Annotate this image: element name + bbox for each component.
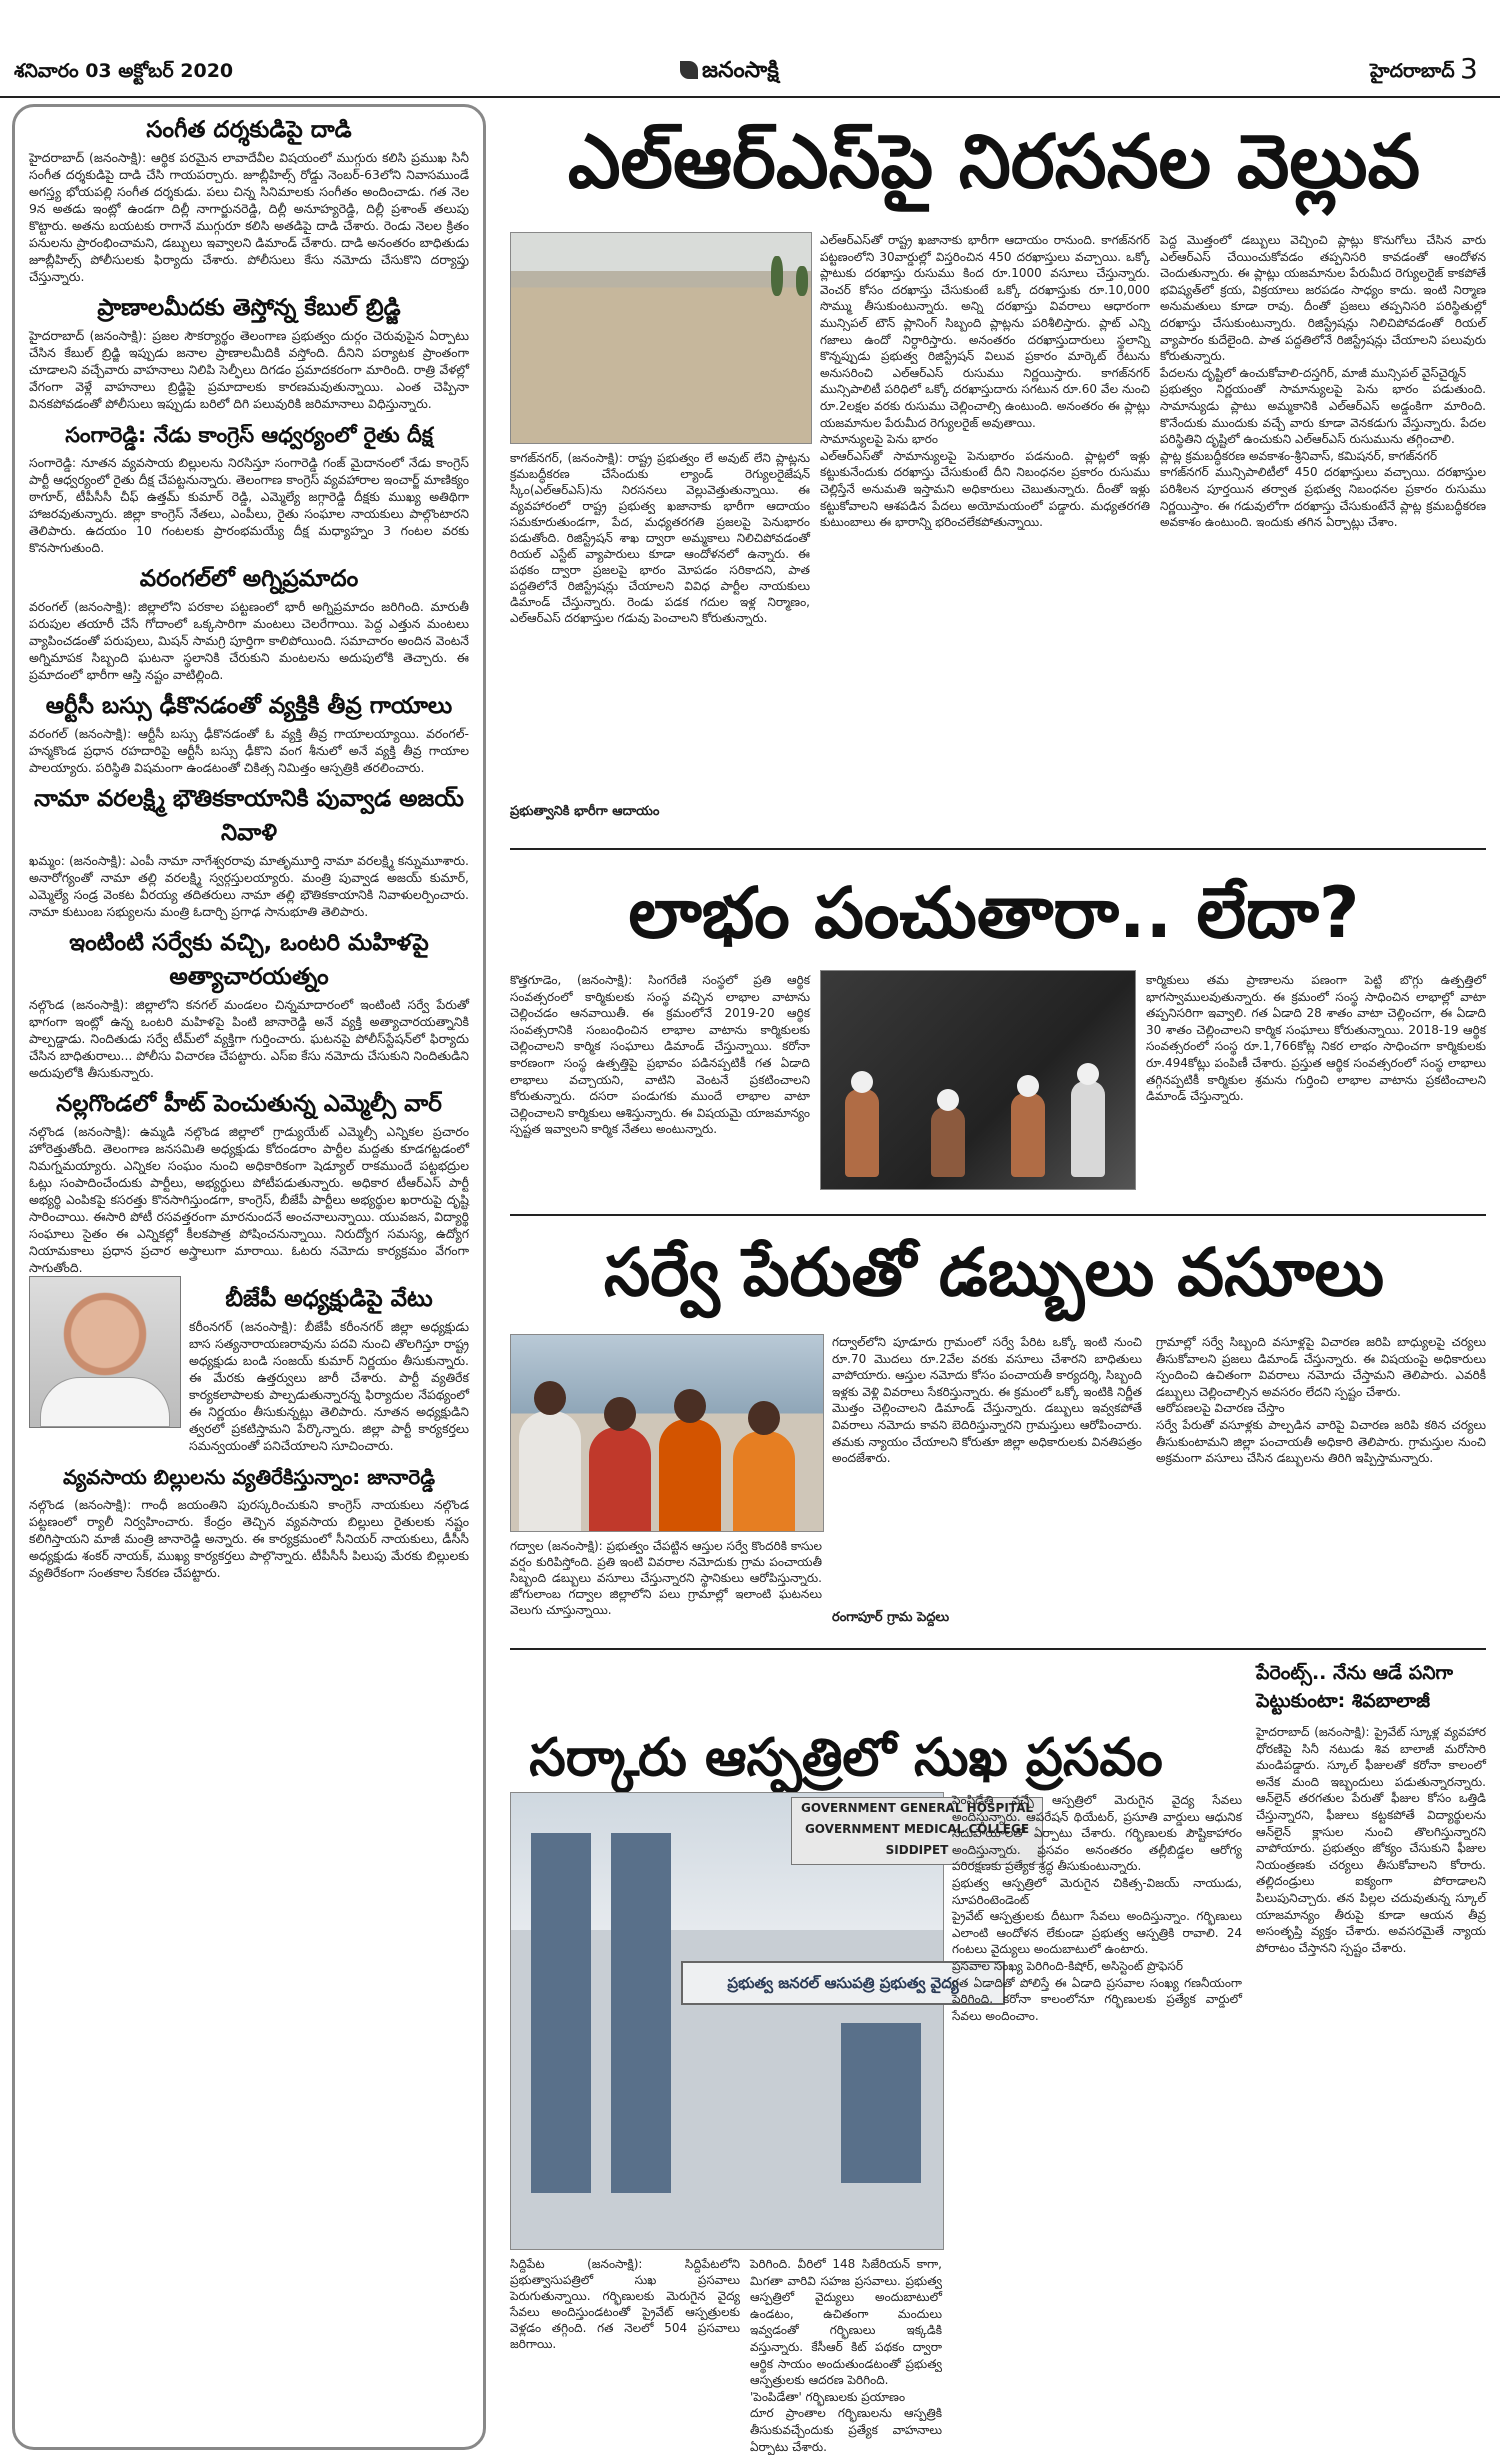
survey-column-2: గ్రామాల్లో సర్వే సిబ్బంది వసూళ్లపై విచారణ జరిపి బాధ్యులపై చర్యలు తీసుకోవాలని ప్రజలు డిమాండ్ చేస్తున్నారు. ఈ విషయంపై అధికారులు స్పందించి ఉచితంగా వివరాలు నమోదు చేస్తామని తెలిపారు. ఎవరికీ డబ్బులు చెల్లించాల్సిన అవసరం లేదని స్పష్టం చేశారు. ఆరోపణలపై విచారణ చేస్తాం సర్వే పేరుతో వసూళ్లకు పాల్పడిన వారిపై విచారణ జరిపి కఠిన చర్యలు తీసుకుంటామని జిల్లా పంచాయతీ అధికారి తెలిపారు. గ్రామస్తుల నుంచి అక్రమంగా వసూలు చేసిన డబ్బులను తిరిగి ఇప్పిస్తామన్నారు. xyxy=(1156,1335,1486,1466)
sidebar-story-body: ఖమ్మం: (జనంసాక్షి): ఎంపీ నామా నాగేశ్వరరావు మాతృమూర్తి నామా వరలక్ష్మి కన్నుమూశారు. అనారోగ్యంతో నామా తల్లి వరలక్ష్మి స్వర్గస్తులయ్యారు. మంత్రి పువ్వాడ అజయ్ కుమార్, ఎమ్మెల్యే సండ్ర వెంకట వీరయ్య తదితరులు నామా తల్లి భౌతికకాయానికి నివాళులర్పించారు. నామా కుటుంబ సభ్యులను మంత్రి ఓదార్చి ప్రగాఢ సానుభూతి తెలిపారు. xyxy=(29,853,469,919)
tree-shape xyxy=(796,266,808,296)
sidebar-story-body: వరంగల్ (జనంసాక్షి): ఆర్టీసీ బస్సు ఢీకొనడంతో ఓ వ్యక్తి తీవ్ర గాయాలయ్యాయి. వరంగల్-హన్మకొండ ప్రధాన రహదారిపై ఆర్టీసీ బస్సు ఢీకొని వంగ శీనులో అనే వ్యక్తి తీవ్ర గాయాల పాలయ్యారు. పరిస్థితి విషమంగా ఉండటంతో చికిత్స నిమిత్తం ఆస్పత్రికి తరలించారు. xyxy=(29,726,469,775)
sidebar-story xyxy=(15,562,483,683)
sidebar-story-headline: ప్రాణాలమీదకు తెస్తోన్న కేబుల్ బ్రిడ్జి xyxy=(97,295,401,321)
parents-headline: పెట్టుకుంటా: శివబాలాజీ xyxy=(1256,1690,1430,1712)
hospital-sign-line: GOVERNMENT GENERAL HOSPITAL xyxy=(800,1801,1033,1815)
miner-figure xyxy=(931,1107,965,1177)
sidebar-story-body: కరీంనగర్ (జనంసాక్షి): బీజేపీ కరీంనగర్ జిల్లా అధ్యక్షుడు బాస సత్యనారాయణరావును పదవి నుంచి తొలగిస్తూ రాష్ట్ర అధ్యక్షుడు బండి సంజయ్ కుమార్ నిర్ణయం తీసుకున్నారు. ఈ మేరకు ఉత్తర్వులు జారీ చేశారు. పార్టీ వ్యతిరేక కార్యకలాపాలకు పాల్పడుతున్నారన్న ఫిర్యాదుల నేపథ్యంలో ఈ నిర్ణయం తీసుకున్నట్లు తెలిపారు. నూతన అధ్యక్షుడిని త్వరలో ప్రకటిస్తామని పేర్కొన్నారు. జిల్లా పార్టీ కార్యకర్తలు సమన్వయంతో పనిచేయాలని సూచించారు. xyxy=(189,1319,469,1453)
person-figure xyxy=(589,1427,651,1531)
sidebar-story xyxy=(15,926,483,1081)
sidebar-story-headline: సంగారెడ్డి: నేడు కాంగ్రెస్ ఆధ్వర్యంలో రైతు దీక్ష xyxy=(65,423,433,447)
sidebar-story xyxy=(15,1460,483,1581)
singareni-column-1: కొత్తగూడెం, (జనంసాక్షి): సింగరేణి సంస్థలో ప్రతి ఆర్థిక సంవత్సరంలో కార్మికులకు సంస్థ వచ్చిన లాభాల వాటాను చెల్లించడం ఆనవాయితీ. ఈ క్రమంలోనే 2019-20 ఆర్థిక సంవత్సరానికి సంబంధించిన లాభాల వాటాను కార్మికులకు చెల్లించాలని కార్మిక సంఘాలు డిమాండ్ చేస్తున్నాయి. కరోనా కారణంగా సంస్థ ఉత్పత్తిపై ప్రభావం పడినప్పటికీ గత ఏడాది లాభాలు వచ్చాయని, వాటిని వెంటనే ప్రకటించాలని కోరుతున్నారు. దసరా పండుగకు ముందే లాభాల వాటా చెల్లించాలని కార్మికులు ఆశిస్తున్నారు. ఈ విషయమై యాజమాన్యం స్పష్టత ఇవ్వాలని కార్మిక నేతలు అంటున్నారు. xyxy=(510,973,810,1137)
sidebar-story-body: హైదరాబాద్ (జనంసాక్షి): ప్రజల సౌకర్యార్థం తెలంగాణ ప్రభుత్వం దుర్గం చెరువుపైన ఏర్పాటు చేసిన కేబుల్ బ్రిడ్జి ఇప్పుడు జనాల ప్రాణాలమీదికి వస్తోంది. దీనిని పర్యాటక ప్రాంతంగా చూడాలని వచ్చేవారు వాహనాలు నిలిపి సెల్ఫీలు దిగడం ప్రమాదకరంగా మారింది. రాత్రి వేళల్లో వేగంగా వెళ్లే వాహనాలు బ్రిడ్జిపై ప్రమాదాలకు కారణమవుతున్నాయి. ఎంత చెప్పినా వినకపోవడంతో పోలీసులు ఇప్పుడు బరిలో దిగి పలువురికి జరిమానాలు విధిస్తున్నారు. xyxy=(29,328,469,411)
singareni-column-2: కార్మికులు తమ ప్రాణాలను పణంగా పెట్టి బొగ్గు ఉత్పత్తిలో భాగస్వాములవుతున్నారు. ఈ క్రమంలో సంస్థ సాధించిన లాభాల్లో వాటా తప్పనిసరిగా ఇవ్వాలి. గత ఏడాది 28 శాతం వాటా చెల్లించగా, ఈ ఏడాది 30 శాతం చెల్లించాలని కార్మిక సంఘాలు కోరుతున్నాయి. 2018-19 ఆర్థిక సంవత్సరంలో సంస్థ రూ.1,766కోట్ల నికర లాభం సాధించగా కార్మికులకు రూ.494కోట్లు పంపిణీ చేశారు. ప్రస్తుత ఆర్థిక సంవత్సరంలో సంస్థ లాభాలు తగ్గినప్పటికీ కార్మికుల శ్రమను గుర్తించి లాభాల వాటాను ప్రకటించాలని డిమాండ్ చేస్తున్నారు. xyxy=(1146,973,1486,1104)
masthead-city: హైదరాబాద్ xyxy=(1370,60,1455,82)
sidebar-story-body: నల్గొండ (జనంసాక్షి): గాంధీ జయంతిని పురస్కరించుకుని కాంగ్రెస్ నాయకులు నల్గొండ పట్టణంలో ర్యాలీ నిర్వహించారు. కేంద్రం తెచ్చిన వ్యవసాయ బిల్లులు రైతులకు నష్టం కలిగిస్తాయని మాజీ మంత్రి జానారెడ్డి అన్నారు. ఈ కార్యక్రమంలో సీనియర్ నాయకులు, డీసీసీ అధ్యక్షుడు శంకర్ నాయక్, ముఖ్య కార్యకర్తలు పాల్గొన్నారు. టీపీసీసీ పిలుపు మేరకు బిల్లులకు వ్యతిరేకంగా సంతకాల సేకరణ చేపట్టారు. xyxy=(29,1497,469,1580)
main-content xyxy=(496,104,1492,2454)
lrs-photo-caption: కాగజ్‌నగర్, (జనంసాక్షి): రాష్ట్ర ప్రభుత్వం లే అవుట్ లేని ప్లాట్లను క్రమబద్ధీకరణ చేసేందుకు ల్యాండ్ రెగ్యులరైజేషన్ స్కీం(ఎల్ఆర్ఎస్)ను నిరసనలు వెల్లువెత్తుతున్నాయి. ఈ వ్యవహారంలో రాష్ట్ర ప్రభుత్వ ఖజానాకు భారీగా ఆదాయం సమకూరుతుండగా, పేద, మధ్యతరగతి ప్రజలపై పెనుభారం పడుతోంది. రిజిస్ట్రేషన్ శాఖ ద్వారా అమ్మకాలు నిలిచిపోవడంతో రియల్ ఎస్టేట్ వ్యాపారులు కూడా ఆందోళనలో ఉన్నారు. ఈ పథకం ద్వారా ప్రజలపై భారం మోపడం సరికాదని, పాత పద్దతిలోనే రిజిస్ట్రేషన్లు చేయాలని వివిధ పార్టీల నాయకులు డిమాండ్ చేస్తున్నారు. రెండు పడక గదుల ఇళ్ల నిర్మాణం, ఎల్ఆర్ఎస్ దరఖాస్తుల గడువు పెంచాలని కోరుతున్నారు. xyxy=(510,451,810,625)
sidebar-story-headline: బీజేపీ అధ్యక్షుడిపై వేటు xyxy=(225,1286,433,1312)
sidebar-story xyxy=(15,113,483,285)
survey-column-1: గద్వాల్‌లోని పూడూరు గ్రామంలో సర్వే పేరిట ఒక్కో ఇంటి నుంచి రూ.70 మొదలు రూ.2వేల వరకు వసూలు చేశారని బాధితులు వాపోయారు. ఆస్తుల నమోదు కోసం పంచాయతీ కార్యదర్శి, సిబ్బంది ఇళ్లకు వెళ్లి వివరాలు సేకరిస్తున్నారు. ఈ క్రమంలో ఒక్కో ఇంటికి నిర్ణీత మొత్తం చెల్లించాలని డిమాండ్ చేస్తున్నారు. డబ్బులు ఇవ్వకపోతే వివరాలు నమోదు కావని బెదిరిస్తున్నారని గ్రామస్తులు ఆరోపించారు. తమకు న్యాయం చేయాలని కోరుతూ జిల్లా అధికారులకు వినతిపత్రం అందజేశారు. xyxy=(832,1335,1142,1466)
lrs-column-2: పెద్ద మొత్తంలో డబ్బులు వెచ్చించి ప్లాట్లు కొనుగోలు చేసిన వారు ఎల్ఆర్ఎస్ చేయించుకోవడం తప్పనిసరి కావడంతో ఆందోళన చెందుతున్నారు. ఈ ప్లాట్లు యజమానుల పేరుమీద రెగ్యులరైజ్ కాకపోతే భవిష్యత్‌లో క్రయ, విక్రయాలు జరపడం సాధ్యం కాదు. ఇంటి నిర్మాణ అనుమతులు కూడా రావు. దీంతో ప్రజలు తప్పనిసరి పరిస్థితుల్లో దరఖాస్తు చేసుకుంటున్నారు. రిజిస్ట్రేషన్లు నిలిచిపోవడంతో రియల్ వ్యాపారం కుదేలైంది. పాత పద్దతిలోనే రిజిస్ట్రేషన్లు చేయాలని పలువురు కోరుతున్నారు. పేదలను దృష్టిలో ఉంచుకోవాలి-దస్తగిర్, మాజీ మున్సిపల్ వైస్‌చైర్మన్ ప్రభుత్వం నిర్ణయంతో సామాన్యులపై పెను భారం పడుతుంది. సామాన్యుడు ప్లాటు అమ్మకానికి ఎల్ఆర్ఎస్ అడ్డంకిగా మారింది. కొనేందుకు ముందుకు వచ్చే వారు కూడా వెనకడుగు వేస్తున్నారు. పేదల పరిస్థితిని దృష్టిలో ఉంచుకుని ఎల్ఆర్ఎస్ రుసుమును తగ్గించాలి. ప్లాట్ల క్రమబద్ధీకరణ అవకాశం-శ్రీనివాస్, కమిషనర్, కాగజ్‌నగర్ కాగజ్‌నగర్ మున్సిపాలిటీలో 450 దరఖాస్తులు వచ్చాయి. దరఖాస్తుల పరిశీలన పూర్తయిన తర్వాత ప్రభుత్వ నిబంధనల ప్రకారం రుసుము నిర్ణయిస్తాం. ఈ గడువులోగా దరఖాస్తు చేసుకుంటేనే ప్లాట్ల క్రమబద్ధీకరణ అవకాశం ఉంటుంది. ఇందుకు తగిన ఏర్పాట్లు చేశాం. xyxy=(1160,233,1486,530)
miner-figure xyxy=(1071,1081,1105,1177)
sidebar-story-headline: ఆర్టీసీ బస్సు ఢీకొనడంతో వ్యక్తికి తీవ్ర గాయాలు xyxy=(45,693,453,719)
lrs-subheading: ప్రభుత్వానికి భారీగా ఆదాయం xyxy=(510,804,660,819)
hospital-column-1: పెరిగింది. వీరిలో 148 సిజేరియన్ కాగా, మిగతా వారివి సహజ ప్రసవాలు. ప్రభుత్వ ఆస్పత్రిలో వైద్యులు అందుబాటులో ఉండటం, ఉచితంగా మందులు ఇవ్వడంతో గర్భిణులు ఇక్కడికి వస్తున్నారు. కేసీఆర్ కిట్ పథకం ద్వారా ఆర్థిక సాయం అందుతుండటంతో ప్రభుత్వ ఆస్పత్రులకు ఆదరణ పెరిగింది. 'పెంపిడేతా' గర్భిణులకు ప్రయాణం దూర ప్రాంతాల గర్భిణులను ఆస్పత్రికి తీసుకువచ్చేందుకు ప్రత్యేక వాహనాలు ఏర్పాటు చేశారు. xyxy=(750,2257,942,2454)
politician-portrait-image xyxy=(29,1276,181,1428)
portrait-shirt xyxy=(40,1377,170,1427)
lrs-headline: ఎల్ఆర్ఎస్‌పై నిరసనల వెల్లువ xyxy=(567,119,1421,205)
sidebar-story xyxy=(15,689,483,776)
tree-shape xyxy=(771,256,783,296)
sidebar-story-body: నల్గొండ (జనంసాక్షి): జిల్లాలోని కనగల్ మండలం చిన్నమాదారంలో ఇంటింటి సర్వే పేరుతో భాగంగా ఇంట్లో ఉన్న ఒంటరి మహిళపై పింటి జానారెడ్డి అనే వ్యక్తి అత్యాచారయత్నానికి పాల్పడ్డాడు. నిందితుడు సర్వే టీమ్‌లో వ్యక్తిగా గుర్తించారు. ఘటనపై పోలీస్‌స్టేషన్‌లో ఫిర్యాదు చేసిన బాధితురాలు... పోలీసు విచారణ చేపట్టారు. ఎస్‌ఐ కేసు నమోదు చేసుకుని నిందితుడిని అదుపులోకి తీసుకున్నారు. xyxy=(29,997,469,1080)
lrs-column-1: ఎల్ఆర్ఎస్‌తో రాష్ట్ర ఖజానాకు భారీగా ఆదాయం రానుంది. కాగజ్‌నగర్ పట్టణంలోని 30వార్డుల్లో విస్తరించిన 450 దరఖాస్తులు వచ్చాయి. ఒక్కో ప్లాటుకు దరఖాస్తు రుసుము కింద రూ.1000 వసూలు చేస్తున్నారు. వెంచర్ కోసం దరఖాస్తు చేసుకుంటే ఒక్కో దరఖాస్తుకు రూ.10,000 సొమ్ము తీసుకుంటున్నారు. అన్ని దరఖాస్తు వివరాలు ఆధారంగా మున్సిపల్ టౌన్ ప్లానింగ్ సిబ్బంది ప్లాట్లను పరిశీలిస్తారు. ప్లాట్ ఎన్ని గజాలు ఉందో నిర్ధారిస్తారు. అనంతరం దరఖాస్తుదారులు స్థలాన్ని కొన్నప్పుడు ప్రభుత్వ రిజిస్ట్రేషన్ విలువ ప్రకారం మార్కెట్ రేటును అనుసరించి ఎల్ఆర్ఎస్ రుసుము నిర్ణయిస్తారు. కాగజ్‌నగర్ మున్సిపాలిటీ పరిధిలో ఒక్కో దరఖాస్తుదారు సగటున రూ.60 వేల నుంచి రూ.2లక్షల వరకు రుసుము చెల్లించాల్సి ఉంటుంది. అనంతరం ఈ ప్లాట్లు యజమానుల పేరుమీద రెగ్యులరైజ్ అవుతాయి. సామాన్యులపై పెను భారం ఎల్ఆర్ఎస్‌తో సామాన్యులపై పెనుభారం పడనుంది. ప్లాట్లలో ఇళ్లు కట్టుకునేందుకు దరఖాస్తు చేసుకుంటే దీని నిబంధనల ప్రకారం రుసుము చెల్లిస్తేనే అనుమతి ఇస్తామని అధికారులు చెబుతున్నారు. దీంతో ఇళ్లు కట్టుకోవాలని ఆశపడిన పేదలు అయోమయంలో పడ్డారు. మధ్యతరగతి కుటుంబాలు ఈ భారాన్ని భరించలేకపోతున్నాయి. xyxy=(820,233,1150,530)
masthead-logo-text: జనంసాక్షి xyxy=(702,58,779,83)
villagers-photo xyxy=(510,1334,824,1532)
sidebar-story xyxy=(15,782,483,920)
person-figure xyxy=(519,1411,581,1531)
sidebar-story-text xyxy=(189,1276,469,1454)
hospital-telugu-board: ప్రభుత్వ జనరల్ ఆసుపత్రి ప్రభుత్వ వైద్య xyxy=(681,1961,1005,2005)
masthead-date: శనివారం 03 అక్టోబర్ 2020 xyxy=(14,60,234,82)
survey-headline: సర్వే పేరుతో డబ్బులు వసూలు xyxy=(603,1234,1385,1311)
vacant-plots-photo xyxy=(510,232,812,444)
sidebar-story-headline: నామా వరలక్ష్మి భౌతికకాయానికి పువ్వాడ అజయ్ నివాళి xyxy=(34,786,464,846)
sidebar-story-row xyxy=(29,1276,469,1454)
sidebar-story-headline: వరంగల్‌లో అగ్నిప్రమాదం xyxy=(139,566,359,592)
logo-leaf-icon xyxy=(680,61,698,79)
sidebar-story-body: హైదరాబాద్ (జనంసాక్షి): ఆర్థిక పరమైన లావాదేవీల విషయంలో ముగ్గురు కలిసి ప్రముఖ సినీ సంగీత దర్శకుడిపై దాడి చేసి గాయపర్చారు. జూబ్లీహిల్స్ రోడ్డు నెంబర్-63లోని నివాసముండే అగస్త్య భోయపల్లి సంగీత దర్శకుడు. పలు చిన్న సినిమాలకు సంగీతం అందించాడు. గత నెల 9న అతడు ఇంట్లో ఉండగా దిల్లీ నాగార్జునరెడ్డి, దిల్లీ అనూహ్యరెడ్డి, దిల్లీ ప్రశాంత్ తలుపు కొట్టారు. అతను బయటకు రాగానే ముగ్గురూ కలిసి అతడిపై దాడి చేశారు. రెండు నెలల క్రితం పనులను ప్రారంభించామని, డబ్బులు ఇవ్వాలని డిమాండ్ చేశారు. దాడి అనంతరం బాధితుడు జూబ్లీహిల్స్ పోలీసులకు ఫిర్యాదు చేశారు. పోలీసులు కేసు నమోదు చేసుకొని దర్యాప్తు చేస్తున్నారు. xyxy=(29,150,469,284)
section-divider xyxy=(510,848,1486,850)
singareni-headline: లాభం పంచుతారా.. లేదా? xyxy=(628,872,1360,954)
hospital-sign-line: GOVERNMENT MEDICAL COLLEGE xyxy=(804,1822,1030,1836)
person-figure xyxy=(733,1431,795,1531)
sidebar-story xyxy=(15,1276,483,1454)
hospital-sign-line: SIDDIPET xyxy=(885,1843,949,1857)
sidebar-story-headline: సంగీత దర్శకుడిపై దాడి xyxy=(146,117,352,143)
sidebar-story-body: సంగారెడ్డి: నూతన వ్యవసాయ బిల్లులను నిరసిస్తూ సంగారెడ్డి గంజ్ మైదానంలో నేడు కాంగ్రెస్ పార్టీ ఆధ్వర్యంలో రైతు దీక్ష చేపట్టనున్నారు. తెలంగాణ కాంగ్రెస్ వ్యవహారాల ఇంచార్జ్ మాణిక్యం ఠాగూర్, టీపీసీసీ చీఫ్ ఉత్తమ్ కుమార్ రెడ్డి, ఎమ్మెల్యే జగ్గారెడ్డి దీక్షకు ముఖ్య అతిథిగా హాజరవుతున్నారు. జిల్లా కాంగ్రెస్ నేతలు, ఎంపీలు, రైతు సంఘాల నాయకులు పాల్గొంటారని తెలిపారు. ఉదయం 10 గంటలకు ప్రారంభమయ్యే దీక్ష మధ్యాహ్నం 3 గంటల వరకు కొనసాగుతుంది. xyxy=(29,455,469,555)
hospital-building-photo xyxy=(510,1792,1033,2250)
building-window xyxy=(841,2023,921,2183)
sidebar-story-body: వరంగల్ (జనంసాక్షి): జిల్లాలోని పరకాల పట్టణంలో భారీ అగ్నిప్రమాదం జరిగింది. మారుతీ పరుపుల తయారీ చేసే గోదాంలో ఒక్కసారిగా మంటలు చెలరేగాయి. పెద్ద ఎత్తున మంటలు వ్యాపించడంతో పరుపులు, మిషన్ సామగ్రి పూర్తిగా కాలిపోయింది. సమాచారం అందిన వెంటనే అగ్నిమాపక సిబ్బంది ఘటనా స్థలానికి చేరుకుని మంటలను అదుపులోకి తెచ్చారు. ఈ ప్రమాదంలో భారీగా ఆస్తి నష్టం వాటిల్లింది. xyxy=(29,599,469,682)
section-divider xyxy=(510,1214,1486,1216)
sidebar-story xyxy=(15,291,483,412)
miner-figure xyxy=(1011,1093,1045,1177)
section-divider xyxy=(510,1648,1486,1650)
sidebar-story-body: నల్గొండ (జనంసాక్షి): ఉమ్మడి నల్గొండ జిల్లాలో గ్రాడ్యుయేట్ ఎమ్మెల్సీ ఎన్నికల ప్రచారం హోరెత్తుతోంది. తెలంగాణ జనసమితి అధ్యక్షుడు కోదండరాం పార్టీల మద్దతు కూడగట్టడంలో నిమగ్నమయ్యారు. ఎన్నికల సంఘం నుంచి అధికారికంగా షెడ్యూల్ రాకముందే పట్టభద్రుల ఓట్లు సంపాదించేందుకు పార్టీలు, అభ్యర్థులు పోటీపడుతున్నారు. అధికార టీఆర్‌ఎస్ పార్టీ అభ్యర్థి ఎంపికపై కసరత్తు కొనసాగిస్తుండగా, కాంగ్రెస్, బీజేపీ పార్టీలు అభ్యర్థుల ఖరారుపై దృష్టి సారించాయి. ఈసారి పోటీ రసవత్తరంగా మారనుందనే అంచనాలున్నాయి. యువజన, విద్యార్థి సంఘాలు సైతం ఈ ఎన్నికల్లో కీలకపాత్ర పోషించనున్నాయి. నిరుద్యోగ సమస్య, ఉద్యోగ నియామకాలు ప్రధాన ప్రచార అస్త్రాలుగా మారాయి. ఓటరు నమోదు కార్యక్రమం వేగంగా సాగుతోంది. xyxy=(29,1124,469,1275)
hospital-photo-caption: సిద్దిపేట (జనంసాక్షి): సిద్దిపేటలోని ప్రభుత్వాసుపత్రిలో సుఖ ప్రసవాలు పెరుగుతున్నాయి. గర్భిణులకు మెరుగైన వైద్య సేవలు అందిస్తుండటంతో ప్రైవేట్ ఆస్పత్రులకు వెళ్లడం తగ్గింది. గత నెలలో 504 ప్రసవాలు జరిగాయి. xyxy=(510,2257,740,2351)
sidebar-story-headline: వ్యవసాయ బిల్లులను వ్యతిరేకిస్తున్నాం: జానారెడ్డి xyxy=(62,1465,435,1489)
person-figure xyxy=(659,1419,721,1531)
hospital-column-2: పెంపిడేతి వచ్చే ఆస్పత్రిలో మెరుగైన వైద్య సేవలు అందిస్తున్నారు. ఆపరేషన్ థియేటర్, ప్రసూతి వార్డులు ఆధునిక సదుపాయాలతో ఏర్పాటు చేశారు. గర్భిణులకు పౌష్టికాహారం అందిస్తున్నారు. ప్రసవం అనంతరం తల్లీబిడ్డల ఆరోగ్య పరిరక్షణకు ప్రత్యేక శ్రద్ధ తీసుకుంటున్నారు. ప్రభుత్వ ఆస్పత్రిలో మెరుగైన చికిత్స-విజయ్ నాయుడు, సూపరింటెండెంట్ ప్రైవేట్ ఆస్పత్రులకు దీటుగా సేవలు అందిస్తున్నాం. గర్భిణులు ఎలాంటి ఆందోళన లేకుండా ప్రభుత్వ ఆస్పత్రికి రావాలి. 24 గంటలు వైద్యులు అందుబాటులో ఉంటారు. ప్రసవాల సంఖ్య పెరిగింది-కిషోర్, అసిస్టెంట్ ప్రొఫెసర్ గత ఏడాదితో పోలిస్తే ఈ ఏడాది ప్రసవాల సంఖ్య గణనీయంగా పెరిగింది. కరోనా కాలంలోనూ గర్భిణులకు ప్రత్యేక వార్డులో సేవలు అందించాం. xyxy=(952,1793,1242,2023)
miner-figure xyxy=(845,1089,879,1177)
page-number: 3 xyxy=(1460,52,1478,85)
masthead-logo xyxy=(680,58,779,88)
parents-body: హైదరాబాద్ (జనంసాక్షి): ప్రైవేట్ స్కూళ్ల వ్యవహార ధోరణిపై సినీ నటుడు శివ బాలాజీ మరోసారి మండిపడ్డారు. స్కూల్ ఫీజులతో కరోనా కాలంలో అనేక మంది ఇబ్బందులు పడుతున్నారన్నారు. ఆన్‌లైన్ తరగతుల పేరుతో ఫీజుల కోసం ఒత్తిడి చేస్తున్నారని, ఫీజులు కట్టకపోతే విద్యార్థులను ఆన్‌లైన్ క్లాసుల నుంచి తొలగిస్తున్నారని వాపోయారు. ప్రభుత్వం జోక్యం చేసుకుని ఫీజుల నియంత్రణకు చర్యలు తీసుకోవాలని కోరారు. తల్లిదండ్రులు ఐక్యంగా పోరాడాలని పిలుపునిచ్చారు. తన పిల్లల చదువుతున్న స్కూల్ యాజమాన్యం తీరుపై కూడా ఆయన తీవ్ర అసంతృప్తి వ్యక్తం చేశారు. అవసరమైతే న్యాయ పోరాటం చేస్తానని స్పష్టం చేశారు. xyxy=(1256,1725,1486,1955)
survey-subheading: రంగాపూర్ గ్రామ పెద్దలు xyxy=(832,1610,950,1625)
sidebar-story xyxy=(15,418,483,556)
hospital-headline: సర్కారు ఆస్పత్రిలో సుఖ ప్రసవం xyxy=(529,1728,1163,1788)
coal-miners-photo xyxy=(820,970,1136,1190)
sidebar-story-headline: నల్లగొండలో హీట్ పెంచుతున్న ఎమ్మెల్సీ వార్ xyxy=(56,1091,442,1117)
masthead xyxy=(0,0,1500,98)
news-sidebar xyxy=(12,104,486,2450)
building-window xyxy=(531,1833,591,2193)
sidebar-story-headline: ఇంటింటి సర్వేకు వచ్చి, ఒంటరి మహిళపై అత్యాచారయత్నం xyxy=(69,930,429,990)
building-window xyxy=(611,1833,671,2193)
survey-photo-caption: గద్వాల (జనంసాక్షి): ప్రభుత్వం చేపట్టిన ఆస్తుల సర్వే కొందరికి కాసుల వర్షం కురిపిస్తోంది. ప్రతి ఇంటి వివరాల నమోదుకు గ్రామ పంచాయతీ సిబ్బంది డబ్బులు వసూలు చేస్తున్నారని స్థానికులు ఆరోపిస్తున్నారు. జోగులాంబ గద్వాల జిల్లాలోని పలు గ్రామాల్లో ఇలాంటి ఘటనలు వెలుగు చూస్తున్నాయి. xyxy=(510,1539,822,1617)
parents-kicker: పేరెంట్స్.. నేను ఆడే పనిగా xyxy=(1256,1662,1454,1684)
sidebar-story xyxy=(15,1087,483,1276)
